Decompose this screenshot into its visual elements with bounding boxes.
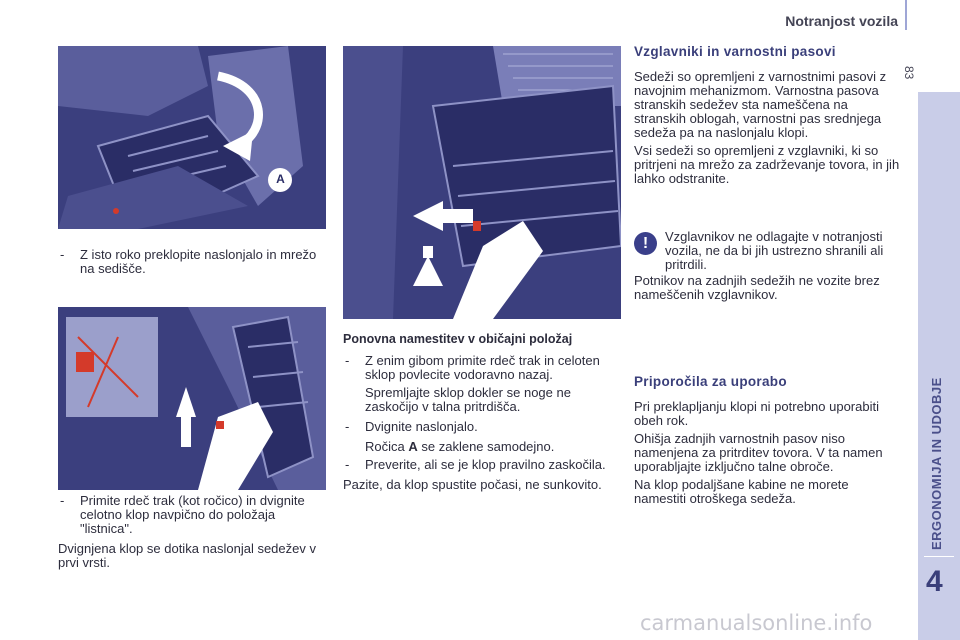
chapter-number: 4 [926,565,943,598]
illustration-reinstall-bench [343,46,621,319]
step-2: Dvignite naslonjalo. [365,419,478,434]
header-title: Notranjost vozila [785,13,898,29]
right-text-top [634,70,902,190]
right-paragraph-5: Ohišja zadnjih varnostnih pasov niso namenjena za pritrditev tovora. V ta namen uporabljajte izključno talne obroče. [634,431,883,474]
middle-text: Ponovna namestitev v običajni položaj - Z enim gibom primite rdeč trak in celoten sklop povlecite vodoravno nazaj. Spremljajte sklop dokler se noge ne zaskočijo v talna pritrdišča. - Dvignite naslonjalo. Ročica A se zaklene samodejno. - Preverite, ali se je klop pravilno zaskočila. Pazite, da klop spustite počasi, ne sunkovito. [343,332,621,496]
label-a: A [276,172,285,186]
header-divider [905,0,907,30]
middle-paragraph: Pazite, da klop spustite počasi, ne sunkovito. [343,477,602,492]
warning-text: Vzglavnikov ne odlagajte v notranjosti vozila, ne da bi jih ustrezno shranili ali pritrdili. [665,229,884,272]
right-paragraph-2: Vsi sedeži so opremljeni z vzglavniki, ki so pritrjeni na mrežo za zadrževanje tovora, in jih lahko odstranite. [634,143,900,186]
page-number: 83 [902,66,916,80]
right-paragraph-1: Sedeži so opremljeni z varnostnimi pasovi z navojnim mehanizmom. Varnostna pasova stranskih sedežev sta nameščena na stranskih oblogah, varnostni pas srednjega sedeža pa na naslonjalu klopi. [634,69,887,140]
heading-headrests-belts: Vzglavniki in varnostni pasovi [634,44,836,59]
right-paragraph-6: Na klop podaljšane kabine ne morete namestiti otroškega sedeža. [634,477,849,506]
left-bullet-1: Z isto roko preklopite naslonjalo in mrežo na sedišče. [80,247,317,276]
step-3: Preverite, ali se je klop pravilno zaskočila. [365,457,606,472]
chapter-label: ERGONOMIJA IN UDOBJE [929,377,944,550]
left-text-bottom: - Primite rdeč trak (kot ročico) in dvignite celotno klop navpično do položaja "listnica". Dvignjena klop se dotika naslonjal sedežev v prvi vrsti. [58,494,326,574]
chapter-divider [924,556,954,557]
reinstall-subheading: Ponovna namestitev v običajni položaj [343,332,573,346]
watermark: carmanualsonline.info [640,611,873,635]
chapter-tab [918,92,960,640]
left-paragraph: Dvignjena klop se dotika naslonjal sedežev v prvi vrsti. [58,541,316,570]
right-paragraph-4: Pri preklapljanju klopi ni potrebno uporabiti obeh rok. [634,399,879,428]
left-text-top: - Z isto roko preklopite naslonjalo in mrežo na sedišče. [60,247,317,276]
warning-icon: ! [634,232,657,255]
illustration-fold-backrest [58,46,326,229]
illustration-lift-bench [58,307,326,490]
right-text-bottom [634,400,902,510]
step-1: Z enim gibom primite rdeč trak in celoten sklop povlecite vodoravno nazaj. [365,353,600,382]
heading-usage-tips: Priporočila za uporabo [634,374,787,389]
step-1-note: Spremljajte sklop dokler se noge ne zaskočijo v talna pritrdišča. [365,385,571,414]
step-2-note: Ročica A se zaklene samodejno. [365,439,555,454]
right-paragraph-3: Potnikov na zadnjih sedežih ne vozite brez nameščenih vzglavnikov. [634,273,880,302]
left-bullet-2: Primite rdeč trak (kot ročico) in dvignite celotno klop navpično do položaja "listnica". [80,493,305,536]
